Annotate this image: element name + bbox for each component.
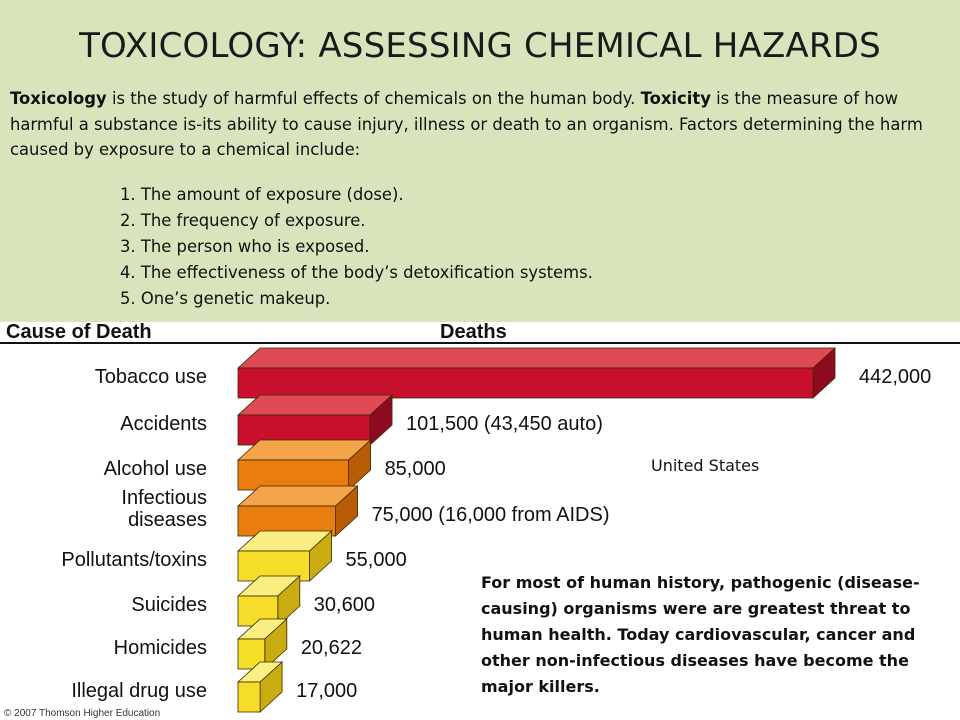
intro-text-2: is the measure of how harmful a substance is-its ability to cause injury, illness or death to an organism. Factors determining the harm caused by exposure to a chemical include: — [10, 89, 923, 159]
list-item: 1. The amount of exposure (dose). — [120, 185, 404, 204]
bar — [238, 576, 300, 626]
bar-front-face — [238, 368, 813, 398]
note-text: For most of human history, pathogenic (disease-causing) organisms were are greatest threat to human health. Today cardiovascular, cancer and other non-infectious diseases have become the major killers. — [481, 573, 920, 696]
value-label: 20,622 — [300, 637, 362, 659]
bar-top-face — [238, 395, 392, 415]
category-label: Accidents — [120, 413, 207, 435]
bar-top-face — [238, 440, 371, 460]
slide-title: TOXICOLOGY: ASSESSING CHEMICAL HAZARDS — [79, 26, 881, 66]
value-label: 101,500 (43,450 auto) — [406, 413, 603, 435]
bar — [238, 440, 371, 490]
bar-front-face — [238, 682, 260, 712]
list-item: 2. The frequency of exposure. — [120, 211, 366, 230]
factor-list — [120, 182, 593, 312]
intro-paragraph — [10, 86, 955, 163]
category-label: Suicides — [131, 594, 207, 616]
bar — [238, 662, 282, 712]
term-toxicology: Toxicology — [10, 89, 107, 108]
value-label: 75,000 (16,000 from AIDS) — [371, 504, 610, 526]
list-item: 4. The effectiveness of the body’s detoxification systems. — [120, 263, 593, 282]
chart-header-cause: Cause of Death — [6, 322, 152, 343]
value-label: 85,000 — [384, 458, 446, 480]
intro-text-1: is the study of harmful effects of chemicals on the human body. — [106, 89, 641, 108]
value-label: 17,000 — [296, 680, 358, 702]
chart-header-deaths: Deaths — [440, 322, 507, 343]
bar — [238, 531, 332, 581]
list-item: 3. The person who is exposed. — [120, 237, 370, 256]
category-label: diseases — [128, 509, 207, 531]
bar — [238, 619, 287, 669]
value-label: 30,600 — [313, 594, 375, 616]
category-label: Illegal drug use — [71, 680, 207, 702]
category-label: Pollutants/toxins — [61, 549, 207, 571]
bar — [238, 348, 835, 398]
list-item: 5. One’s genetic makeup. — [120, 289, 331, 308]
bar-front-face — [238, 460, 349, 490]
category-label: Infectious — [121, 487, 207, 509]
region-label: United States — [651, 456, 760, 475]
bar-top-face — [238, 348, 835, 368]
value-label: 55,000 — [345, 549, 407, 571]
bar — [238, 486, 358, 536]
bar — [238, 395, 392, 445]
category-label: Homicides — [113, 637, 207, 659]
category-label: Alcohol use — [103, 458, 207, 480]
term-toxicity: Toxicity — [640, 89, 711, 108]
value-label: 442,000 — [859, 366, 932, 388]
copyright-text: © 2007 Thomson Higher Education — [4, 708, 161, 719]
category-label: Tobacco use — [94, 366, 207, 388]
